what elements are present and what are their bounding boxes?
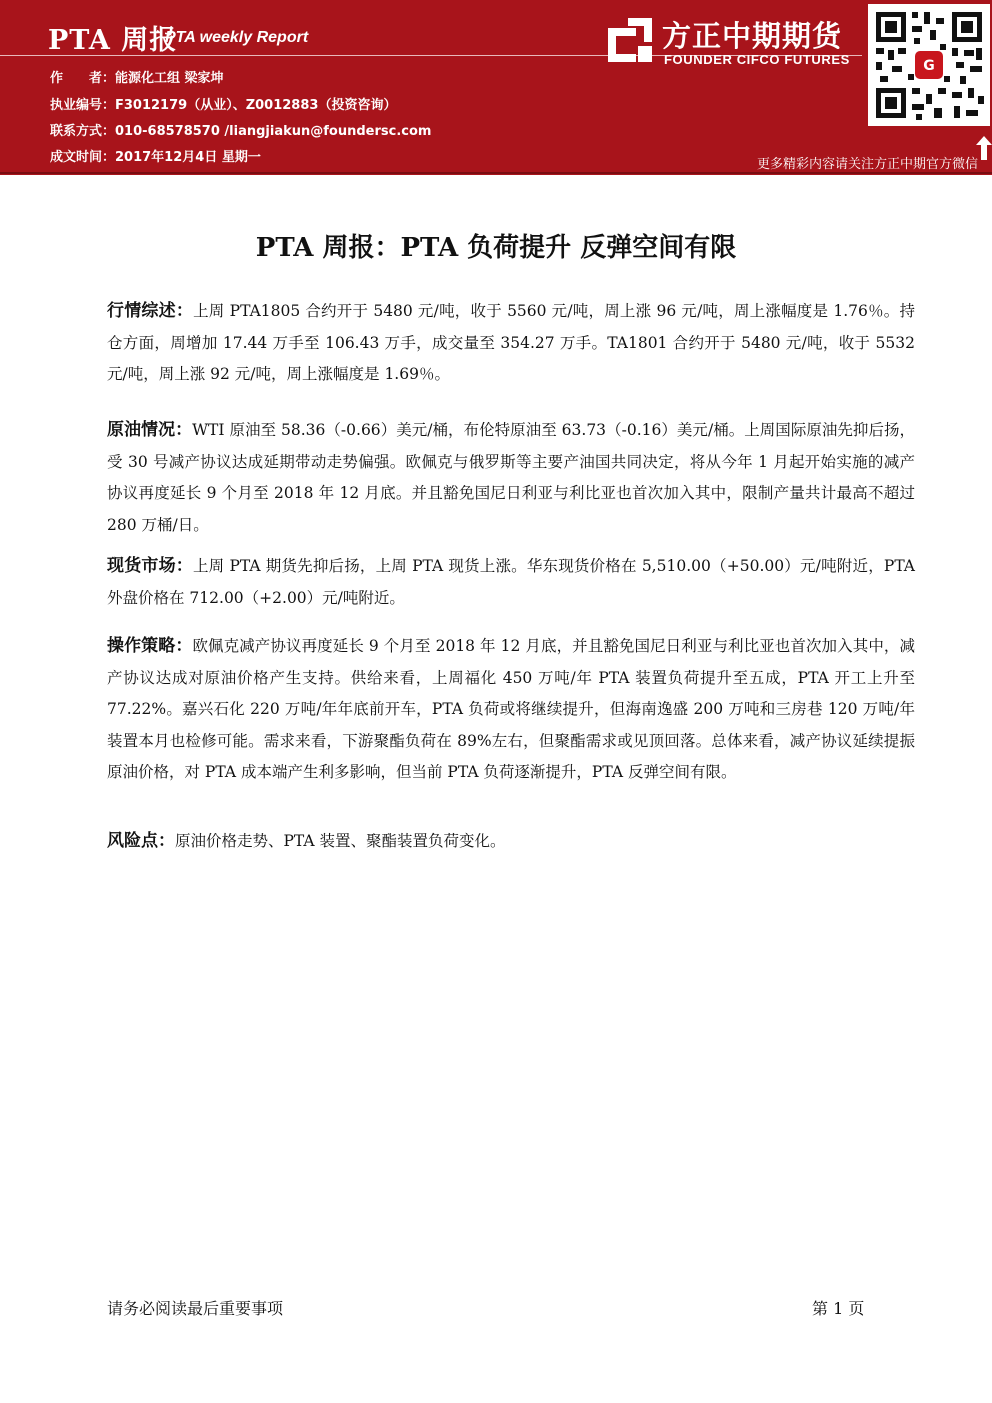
svg-text:G: G	[923, 58, 935, 74]
section-spot-market	[107, 551, 915, 614]
brand-name-en: FOUNDER CIFCO FUTURES	[664, 52, 850, 67]
report-title: PTA 周报	[48, 25, 178, 56]
footer-notice: 请务必阅读最后重要事项	[107, 1299, 284, 1318]
section-strategy	[107, 631, 915, 789]
section-text: 上周 PTA 期货先抑后扬，上周 PTA 现货上涨。华东现货价格在 5,510.00（+50.00）元/吨附近，PTA 外盘价格在 712.00（+2.00）元/吨附近。	[107, 557, 915, 607]
section-label: 风险点：	[107, 831, 175, 851]
document-title: PTA 周报：PTA 负荷提升 反弹空间有限	[255, 233, 737, 263]
brand-name-cn: 方正中期期货	[662, 19, 843, 53]
section-label: 行情综述：	[107, 301, 194, 321]
wechat-follow-note: 更多精彩内容请关注方正中期官方微信	[756, 157, 978, 172]
arrow-up-icon	[976, 136, 992, 160]
contact-line: 联系方式：010-68578570 /liangjiakun@foundersc.com	[50, 124, 432, 139]
page-number: 第 1 页	[812, 1299, 865, 1318]
banner-bottom-rule	[0, 172, 992, 174]
report-subtitle: PTA weekly Report	[165, 29, 309, 46]
section-text: 欧佩克减产协议再度延长 9 个月至 2018 年 12 月底，并且豁免国尼日利亚与利比亚也首次加入其中，减产协议达成对原油价格产生支持。供给来看，上周福化 450 万吨/年 PTA 装置负荷提升至五成，PTA 开工上升至 77.22%。嘉兴石化 220 万吨/年年底前开车，PTA 负荷或将继续提升，但海南逸盛 200 万吨和三房巷 120 万吨/年装置本月也检修可能。需求来看，下游聚酯负荷在 89%左右，但聚酯需求或见顶回落。总体来看，减产协议延续提振原油价格，对 PTA 成本端产生利多影响，但当前 PTA 负荷逐渐提升，PTA 反弹空间有限。	[107, 637, 916, 781]
founder-logo-icon	[608, 18, 652, 62]
section-text: WTI 原油至 58.36（-0.66）美元/桶，布伦特原油至 63.73（-0.16）美元/桶。上周国际原油先抑后扬，受 30 号减产协议达成延期带动走势偏强。欧佩克与俄罗斯等主要产油国共同决定，将从今年 1 月起开始实施的减产协议再度延长 9 个月至 2018 年 12 月底。并且豁免国尼日利亚与利比亚也首次加入其中，限制产量共计最高不超过 280 万桶/日。	[107, 421, 915, 534]
report-banner	[0, 0, 992, 175]
section-text: 原油价格走势、PTA 装置、聚酯装置负荷变化。	[175, 832, 506, 850]
qr-code-icon	[868, 4, 990, 126]
author-line: 作 者：能源化工组 梁家坤	[50, 71, 224, 86]
section-risk	[107, 826, 915, 858]
section-label: 原油情况：	[107, 420, 193, 440]
section-label: 操作策略：	[107, 636, 193, 656]
section-text: 上周 PTA1805 合约开于 5480 元/吨，收于 5560 元/吨，周上涨 96 元/吨，周上涨幅度是 1.76％。持仓方面，周增加 17.44 万手至 106.43 万手，成交量至 354.27 万手。TA1801 合约开于 5480 元/吨，收于 5532 元/吨，周上涨 92 元/吨，周上涨幅度是 1.69％。	[107, 302, 916, 383]
date-line: 成文时间：2017年12月4日 星期一	[50, 150, 261, 165]
section-market-overview	[107, 296, 915, 391]
license-line: 执业编号：F3012179（从业）、Z0012883（投资咨询）	[50, 98, 397, 113]
section-crude-oil	[107, 415, 915, 541]
section-label: 现货市场：	[107, 556, 193, 576]
